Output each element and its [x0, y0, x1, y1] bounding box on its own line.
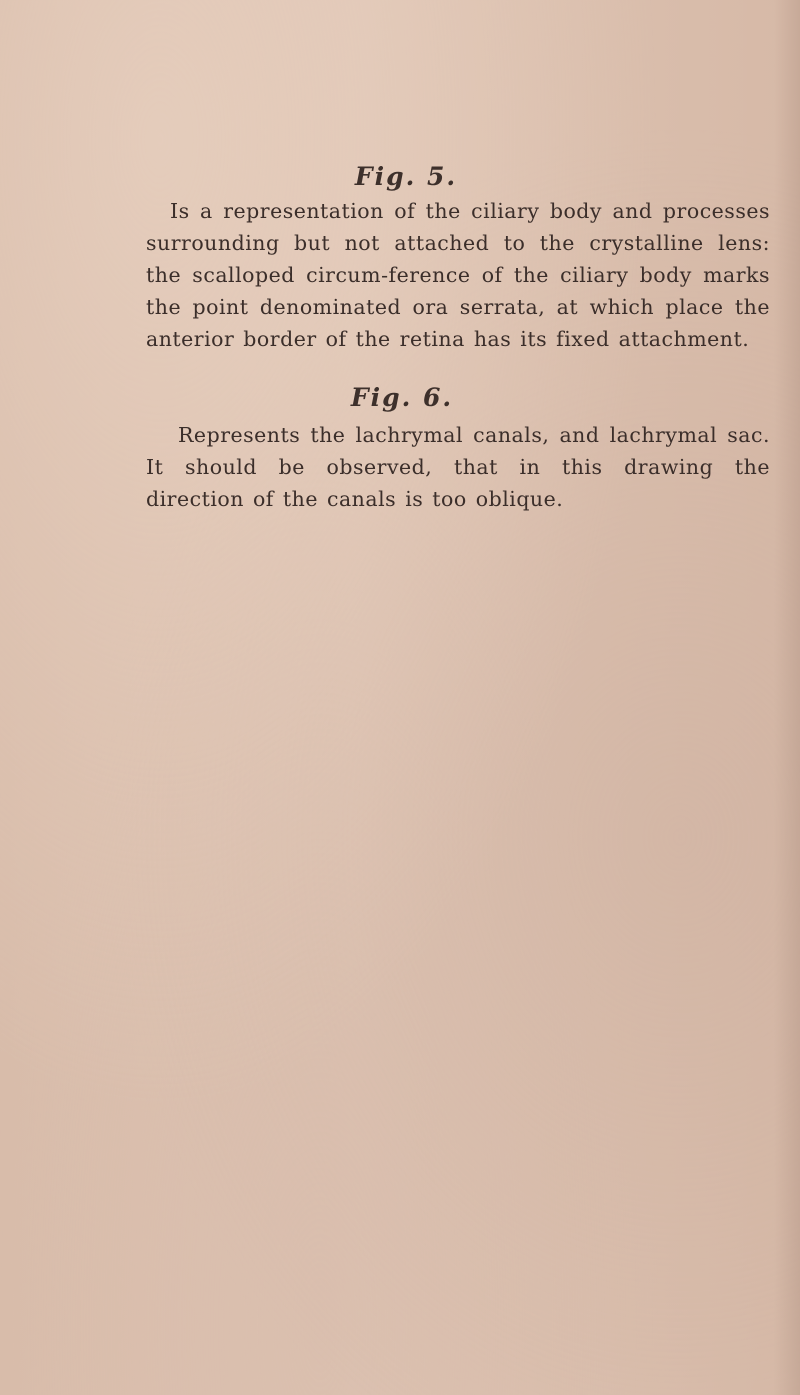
- figure-6-description: Represents the lachrymal canals, and lachrymal sac. It should be observed, that in this drawing the direction of the canals is too oblique.: [146, 423, 770, 511]
- figure-5-heading: Fig. 5.: [354, 162, 458, 191]
- page-edge-shadow: [774, 0, 800, 1395]
- figure-5-description: Is a representation of the ciliary body and processes surrounding but not attached to the crystalline lens: the scalloped circum-ference of the ciliary body marks the point denominated ora serrata, at which place the anterior border of the retina has its fixed attachment.: [146, 199, 770, 351]
- figure-6-heading: Fig. 6.: [350, 383, 454, 412]
